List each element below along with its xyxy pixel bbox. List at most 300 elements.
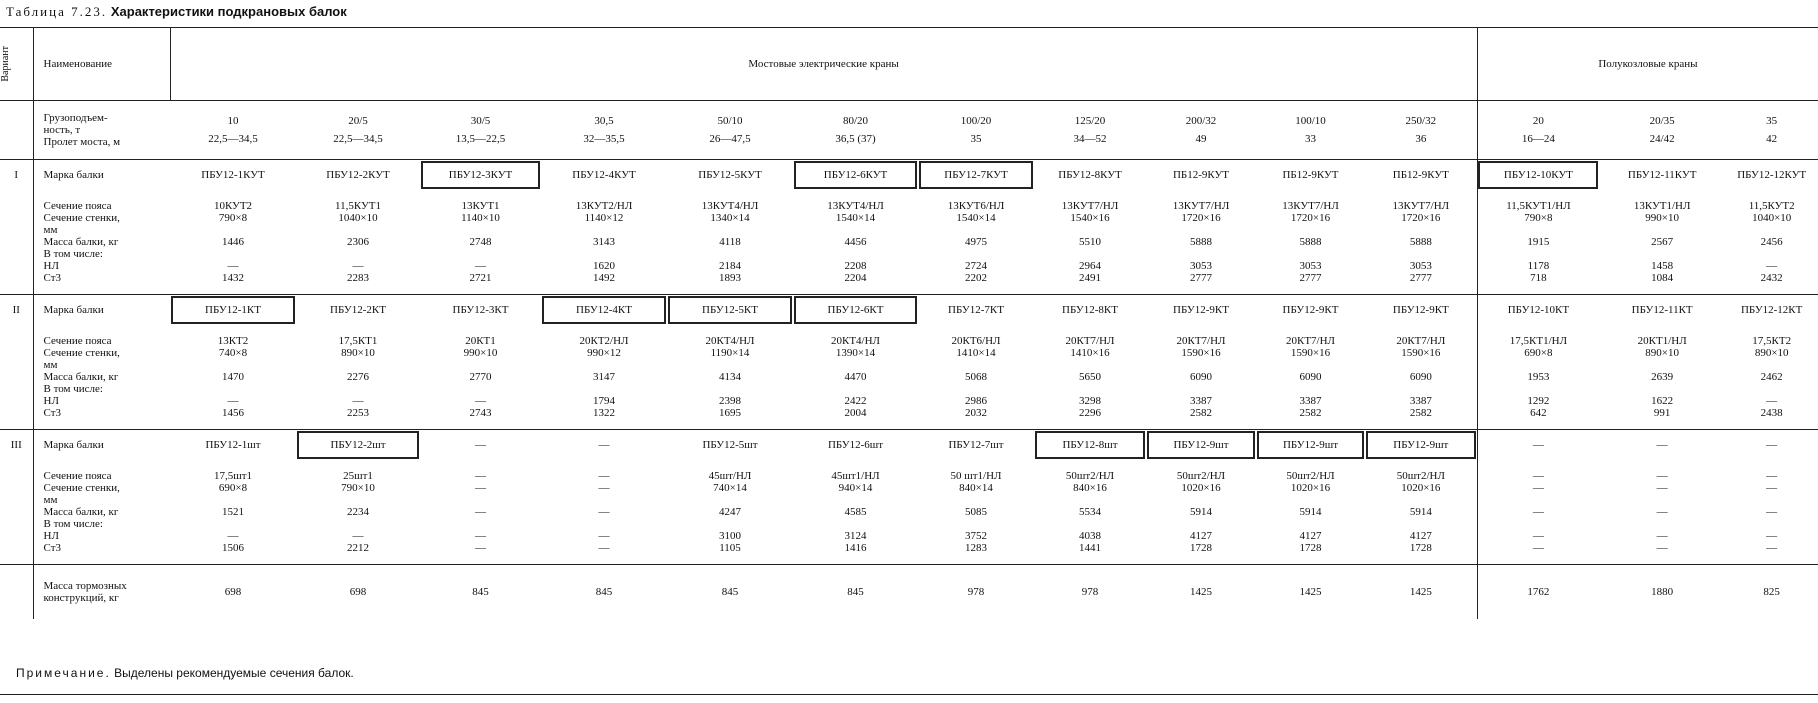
section-label-line: НЛ — [43, 530, 59, 542]
beam-mark-cell: ПБУ12-4КТ — [541, 295, 667, 326]
spacer — [793, 494, 918, 506]
nl-value: — — [352, 260, 364, 272]
st3-value: — — [475, 542, 486, 554]
nl-value: 1620 — [593, 260, 615, 272]
beam-mark-cell: ПБУ12-9КТ — [1365, 295, 1477, 326]
st3-value: 2432 — [1760, 272, 1783, 284]
mass-value: 1915 — [1527, 236, 1550, 248]
section-cell — [170, 460, 296, 565]
spacer — [1034, 518, 1146, 530]
mark-row — [0, 160, 1818, 191]
section-label-line: Сечение пояса — [43, 335, 112, 347]
mass-value: 6090 — [1190, 371, 1212, 383]
spacer — [170, 383, 296, 395]
nl-value: 3124 — [844, 530, 867, 542]
section-cell — [1365, 460, 1477, 565]
spacer — [1365, 224, 1477, 236]
flange-value: 13КУТ7/НЛ — [1392, 200, 1450, 212]
beam-mark-cell: ПБУ12-6шт — [793, 430, 918, 461]
nl-value: 3053 — [1299, 260, 1322, 272]
beam-mark-cell: ПБУ12-8КТ — [1034, 295, 1146, 326]
st3-value: — — [1656, 542, 1668, 554]
web-value: 1020×16 — [1181, 482, 1221, 494]
nl-value: — — [598, 530, 610, 542]
st3-value: 2582 — [1409, 407, 1432, 419]
span-value: 32—35,5 — [583, 133, 625, 145]
beam-mark-cell: ПБУ12-2КУТ — [296, 160, 420, 191]
spacer — [1725, 494, 1818, 506]
mass-value: 4456 — [844, 236, 867, 248]
web-value: 1590×16 — [1290, 347, 1331, 359]
beam-mark-cell: ПБУ12-6КУТ — [793, 160, 918, 191]
nl-value: 2422 — [844, 395, 867, 407]
mass-value: 4470 — [844, 371, 867, 383]
nl-value: 1292 — [1527, 395, 1550, 407]
beam-mark-cell: ПБУ12-11КТ — [1599, 295, 1725, 326]
flange-value: 20КТ4/НЛ — [705, 335, 755, 347]
mass-value: 4975 — [965, 236, 987, 248]
spacer — [170, 359, 296, 371]
section-label-line: мм — [43, 359, 58, 371]
params-cell — [1725, 101, 1818, 160]
mass-value: 5914 — [1190, 506, 1212, 518]
st3-value: 2032 — [965, 407, 987, 419]
section-cell — [918, 190, 1034, 295]
bottom-rule — [0, 694, 1818, 695]
beam-mark-cell: — — [1477, 430, 1599, 461]
spacer — [1599, 359, 1725, 371]
spacer — [667, 248, 793, 260]
table-caption — [6, 4, 347, 20]
beam-mark-cell: ПБУ12-8КУТ — [1034, 160, 1146, 191]
spacer — [1034, 383, 1146, 395]
web-value: 890×10 — [341, 347, 375, 359]
section-cell — [541, 460, 667, 565]
spacer — [541, 383, 667, 395]
spacer — [1725, 383, 1818, 395]
beam-mark-cell: ПБУ12-7КУТ — [918, 160, 1034, 191]
params-cell — [1365, 101, 1477, 160]
section-label-line: Ст3 — [43, 272, 61, 284]
spacer — [1365, 518, 1477, 530]
mass-value: 5888 — [1299, 236, 1322, 248]
brake-label-line: конструкций, кг — [43, 592, 119, 604]
spacer — [1256, 248, 1365, 260]
params-cell — [1477, 101, 1599, 160]
st3-value: 2777 — [1299, 272, 1322, 284]
nl-value: 1178 — [1527, 260, 1550, 272]
section-cell — [793, 325, 918, 430]
st3-value: 1492 — [593, 272, 615, 284]
st3-value: — — [1532, 542, 1544, 554]
spacer — [667, 383, 793, 395]
section-label-line: В том числе: — [43, 383, 103, 395]
spacer — [1599, 494, 1725, 506]
spacer — [170, 248, 296, 260]
brake-mass-cell: 845 — [420, 565, 541, 620]
span-value: 36,5 (37) — [835, 133, 876, 145]
section-label-line: Масса балки, кг — [43, 371, 119, 383]
spacer — [541, 224, 667, 236]
spacer — [1034, 359, 1146, 371]
st3-value: 1105 — [719, 542, 741, 554]
variant-cell — [0, 325, 33, 430]
variant-cell — [0, 190, 33, 295]
section-label-line: Масса балки, кг — [43, 506, 119, 518]
beam-mark-cell: — — [1599, 430, 1725, 461]
spacer — [1365, 383, 1477, 395]
section-cell — [1256, 460, 1365, 565]
capacity-value: 50/10 — [717, 115, 743, 127]
table-header-row — [0, 28, 1818, 101]
st3-value: 1432 — [222, 272, 244, 284]
flange-value: 13КУТ7/НЛ — [1282, 200, 1339, 212]
spacer — [1599, 518, 1725, 530]
params-cell — [541, 101, 667, 160]
nl-value: 4038 — [1079, 530, 1101, 542]
spacer — [1725, 359, 1818, 371]
flange-value: 20КТ4/НЛ — [830, 335, 881, 347]
spacer — [1725, 518, 1818, 530]
section-cell — [1034, 190, 1146, 295]
web-value: 1720×16 — [1401, 212, 1441, 224]
capacity-value: 250/32 — [1405, 115, 1437, 127]
mass-value: 5914 — [1299, 506, 1322, 518]
beam-mark-cell: ПБУ12-1КТ — [170, 295, 296, 326]
section-label-line: Масса балки, кг — [43, 236, 119, 248]
web-value: 790×8 — [1524, 212, 1553, 224]
web-value: 1190×14 — [710, 347, 750, 359]
nl-value: 3387 — [1190, 395, 1212, 407]
section-cell — [793, 190, 918, 295]
mass-value: 4118 — [719, 236, 741, 248]
mass-value: — — [598, 506, 610, 518]
capacity-value: 30,5 — [594, 115, 614, 127]
spacer — [420, 248, 541, 260]
web-value: — — [598, 482, 610, 494]
variant-header: Вариант — [0, 28, 33, 101]
params-cell — [170, 101, 296, 160]
mass-value: 1446 — [222, 236, 244, 248]
beam-mark-cell: ПБУ12-9шт — [1365, 430, 1477, 461]
spacer — [667, 494, 793, 506]
mass-value: 4134 — [719, 371, 741, 383]
nl-value: 2986 — [965, 395, 987, 407]
section-label-line: НЛ — [43, 395, 59, 407]
section-cell — [541, 190, 667, 295]
st3-value: 2743 — [469, 407, 492, 419]
section-cell — [1725, 325, 1818, 430]
section-label-line: В том числе: — [43, 248, 103, 260]
capacity-value: 125/20 — [1074, 115, 1106, 127]
brake-mass-cell: 825 — [1725, 565, 1818, 620]
web-value: 1020×16 — [1401, 482, 1441, 494]
spacer — [1146, 383, 1256, 395]
params-row — [0, 101, 1818, 160]
capacity-value: 30/5 — [470, 115, 491, 127]
flange-value: 13КУТ7/НЛ — [1061, 200, 1119, 212]
section-cell — [420, 460, 541, 565]
beam-mark-cell: ПБУ12-5КТ — [667, 295, 793, 326]
span-value: 22,5—34,5 — [333, 133, 383, 145]
nl-value: — — [1656, 530, 1668, 542]
st3-value: 2777 — [1409, 272, 1432, 284]
st3-value: 1322 — [593, 407, 615, 419]
web-value: 1590×16 — [1181, 347, 1221, 359]
spacer — [296, 383, 420, 395]
mass-value: — — [1532, 506, 1544, 518]
mass-value: 6090 — [1299, 371, 1322, 383]
spacer — [1478, 383, 1600, 395]
mass-value: 5534 — [1079, 506, 1101, 518]
brake-mass-cell: 845 — [793, 565, 918, 620]
params-cell — [1034, 101, 1146, 160]
section-cell — [170, 325, 296, 430]
flange-value: 13КУТ1 — [461, 200, 500, 212]
beam-mark-cell: ПБУ12-9КТ — [1256, 295, 1365, 326]
brake-mass-row — [0, 565, 1818, 620]
web-value: 1020×16 — [1290, 482, 1331, 494]
brake-mass-cell: 845 — [541, 565, 667, 620]
web-value: 690×8 — [1524, 347, 1553, 359]
st3-value: 2202 — [965, 272, 987, 284]
flange-value: 17,5КТ1/НЛ — [1509, 335, 1568, 347]
params-cell — [1599, 101, 1725, 160]
section-label-line: В том числе: — [43, 518, 103, 530]
section-cell — [1599, 190, 1725, 295]
section-cell — [1146, 190, 1256, 295]
spacer — [1256, 383, 1365, 395]
section-cell — [1034, 460, 1146, 565]
spacer — [1478, 248, 1600, 260]
capacity-value: 100/20 — [960, 115, 992, 127]
flange-value: — — [1532, 470, 1544, 482]
spacer — [1599, 383, 1725, 395]
params-cell — [296, 101, 420, 160]
nl-value: 2964 — [1079, 260, 1101, 272]
beam-mark-cell: ПБУ12-5шт — [667, 430, 793, 461]
flange-value: 20КТ1 — [465, 335, 496, 347]
params-cell — [1146, 101, 1256, 160]
nl-value: 3053 — [1190, 260, 1212, 272]
caption-number: Таблица 7.23. — [6, 4, 108, 19]
spacer — [420, 518, 541, 530]
section-cell — [1365, 325, 1477, 430]
beam-mark-cell: — — [420, 430, 541, 461]
beam-mark-cell: — — [541, 430, 667, 461]
mark-label: Марка балки — [33, 160, 170, 191]
beam-mark-cell: ПБУ12-9шт — [1146, 430, 1256, 461]
flange-value: — — [598, 470, 610, 482]
st3-value: 2582 — [1190, 407, 1212, 419]
mass-value: 5914 — [1409, 506, 1432, 518]
params-cell — [1256, 101, 1365, 160]
spacer — [918, 248, 1034, 260]
section-cell — [1365, 190, 1477, 295]
section-cell — [1599, 325, 1725, 430]
web-value: 1540×14 — [956, 212, 996, 224]
note-text: Выделены рекомендуемые сечения балок. — [114, 666, 354, 680]
flange-value: 45шт1/НЛ — [831, 470, 880, 482]
web-value: 1040×10 — [1752, 212, 1792, 224]
flange-value: 25шт1 — [343, 470, 373, 482]
span-value: 42 — [1766, 133, 1778, 145]
beam-mark-cell: ПБУ12-10КТ — [1477, 295, 1599, 326]
st3-value: 642 — [1530, 407, 1547, 419]
nl-value: — — [475, 260, 486, 272]
flange-value: 50шт2/НЛ — [1176, 470, 1226, 482]
caption-title: Характеристики подкрановых балок — [110, 4, 347, 19]
capacity-value: 20 — [1532, 115, 1544, 127]
st3-value: 1506 — [222, 542, 244, 554]
nl-value: — — [475, 395, 486, 407]
flange-value: 50шт2/НЛ — [1065, 470, 1115, 482]
params-label: Грузоподъем- ность, т Пролет моста, м — [33, 101, 170, 160]
flange-value: 13КУТ1/НЛ — [1633, 200, 1691, 212]
spacer — [667, 359, 793, 371]
st3-value: — — [598, 542, 610, 554]
capacity-value: 80/20 — [842, 115, 869, 127]
st3-value: 1893 — [719, 272, 741, 284]
nl-value: 4127 — [1299, 530, 1322, 542]
st3-value: 1728 — [1409, 542, 1432, 554]
flange-value: 13КУТ2/НЛ — [575, 200, 633, 212]
spacer — [541, 518, 667, 530]
st3-value: 2296 — [1079, 407, 1101, 419]
section-cell — [1725, 460, 1818, 565]
web-value: 890×10 — [1754, 347, 1789, 359]
mark-label: Марка балки — [33, 295, 170, 326]
mass-value: 2456 — [1760, 236, 1783, 248]
beam-mark-cell: ПБУ12-3КТ — [420, 295, 541, 326]
mass-value: — — [1766, 506, 1778, 518]
beam-mark-cell: ПБУ12-10КУТ — [1477, 160, 1599, 191]
section-cell — [667, 460, 793, 565]
flange-value: — — [1766, 470, 1778, 482]
section-label-line: Сечение стенки, — [43, 212, 120, 224]
capacity-value: 20/35 — [1649, 115, 1675, 127]
flange-value: 13КУТ6/НЛ — [947, 200, 1005, 212]
section-cell — [420, 190, 541, 295]
spacer — [1599, 224, 1725, 236]
web-value: 1040×10 — [338, 212, 378, 224]
spacer — [541, 248, 667, 260]
section-label-line: Ст3 — [43, 407, 61, 419]
st3-value: 2283 — [347, 272, 369, 284]
mass-value: 2276 — [347, 371, 369, 383]
flange-value: 20КТ1/НЛ — [1637, 335, 1687, 347]
params-cell — [667, 101, 793, 160]
section-cell — [667, 190, 793, 295]
spacer — [667, 518, 793, 530]
st3-value: — — [1766, 542, 1778, 554]
section-cell — [1256, 325, 1365, 430]
spacer — [541, 359, 667, 371]
web-value: 1390×14 — [835, 347, 876, 359]
section-cell — [1256, 190, 1365, 295]
spacer — [1365, 494, 1477, 506]
variant-cell — [0, 460, 33, 565]
web-value: — — [1532, 482, 1544, 494]
nl-value: — — [1532, 530, 1544, 542]
spacer — [170, 518, 296, 530]
web-value: 1140×10 — [461, 212, 500, 224]
nl-value: — — [475, 530, 486, 542]
span-value: 24/42 — [1649, 133, 1675, 145]
table-body — [0, 101, 1818, 620]
st3-value: 718 — [1530, 272, 1547, 284]
web-value: 740×8 — [218, 347, 248, 359]
spacer — [296, 359, 420, 371]
spacer — [420, 494, 541, 506]
capacity-value: 20/5 — [348, 115, 368, 127]
web-value: 990×10 — [1645, 212, 1680, 224]
web-value: 690×8 — [218, 482, 248, 494]
web-value: 1720×16 — [1181, 212, 1221, 224]
section-cell — [918, 460, 1034, 565]
mass-value: 3143 — [593, 236, 615, 248]
spacer — [793, 359, 918, 371]
spacer — [1478, 518, 1600, 530]
spacer — [1146, 518, 1256, 530]
st3-value: 2491 — [1079, 272, 1101, 284]
group-header-bridge-cranes: Мостовые электрические краны — [170, 28, 1477, 101]
spacer — [1478, 494, 1600, 506]
beam-mark-cell: ПБУ12-3КУТ — [420, 160, 541, 191]
flange-value: 10КУТ2 — [213, 200, 253, 212]
mass-value: 1953 — [1527, 371, 1550, 383]
mass-value: 2770 — [469, 371, 492, 383]
mass-value: 5650 — [1079, 371, 1101, 383]
nl-value: — — [227, 530, 239, 542]
mass-value: 5068 — [965, 371, 987, 383]
web-value: 740×14 — [713, 482, 747, 494]
nl-value: 4127 — [1190, 530, 1212, 542]
spacer — [1256, 224, 1365, 236]
section-cell — [667, 325, 793, 430]
spacer — [1725, 248, 1818, 260]
web-value: 790×8 — [218, 212, 248, 224]
mass-value: 3147 — [593, 371, 615, 383]
nl-value: — — [352, 530, 364, 542]
spacer — [1034, 248, 1146, 260]
span-value: 22,5—34,5 — [208, 133, 258, 145]
flange-value: 11,5КУТ1/НЛ — [1506, 200, 1571, 212]
st3-value: 2004 — [844, 407, 867, 419]
mass-value: 2462 — [1760, 371, 1783, 383]
section-cell — [793, 460, 918, 565]
st3-value: 2253 — [347, 407, 369, 419]
span-value: 16—24 — [1521, 133, 1555, 145]
beam-mark-cell: ПБУ12-8шт — [1034, 430, 1146, 461]
flange-value: 13КУТ4/НЛ — [701, 200, 759, 212]
nl-value: 2184 — [719, 260, 741, 272]
flange-value: 20КТ2/НЛ — [579, 335, 629, 347]
spacer — [1256, 518, 1365, 530]
note-head: Примечание. — [16, 666, 111, 680]
nl-value: 1458 — [1651, 260, 1674, 272]
web-value: 790×10 — [341, 482, 375, 494]
st3-value: 1441 — [1079, 542, 1101, 554]
flange-value: 17,5шт1 — [213, 470, 253, 482]
section-label — [33, 190, 170, 295]
st3-value: 2438 — [1760, 407, 1783, 419]
flange-value: 20КТ6/НЛ — [951, 335, 1001, 347]
mark-row — [0, 295, 1818, 326]
nl-value: 2208 — [844, 260, 867, 272]
section-cell — [170, 190, 296, 295]
spacer — [793, 248, 918, 260]
